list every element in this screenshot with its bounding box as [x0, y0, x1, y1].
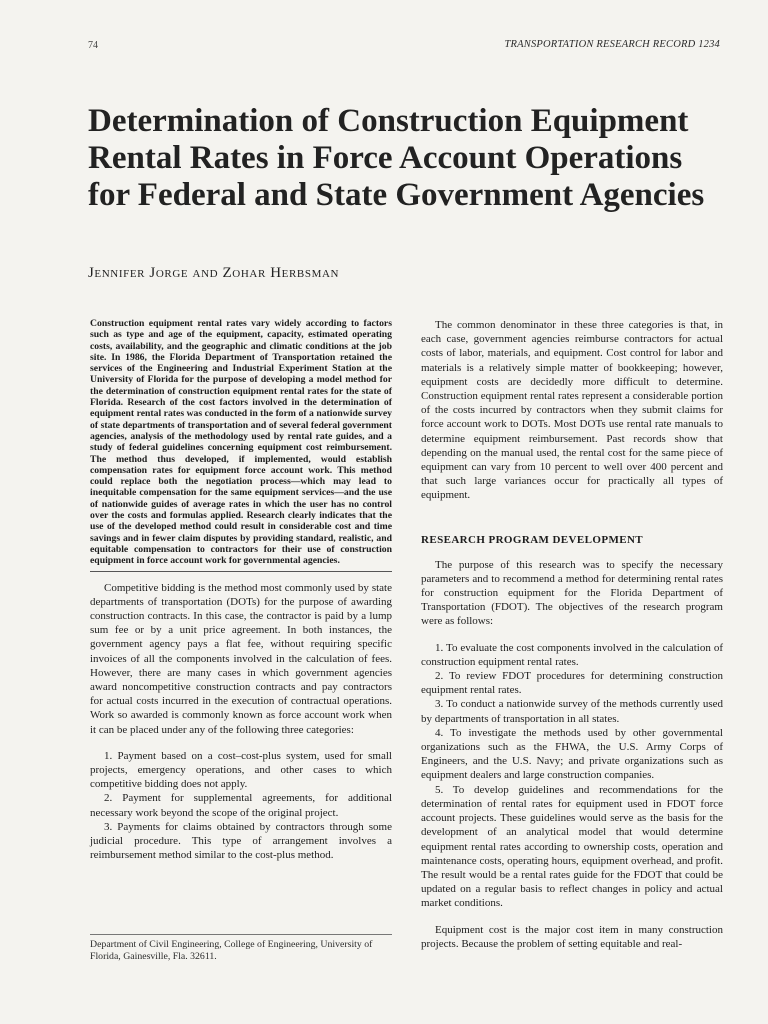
- page-number: 74: [88, 40, 98, 51]
- category-item: 1. Payment based on a cost–cost-plus system, used for small projects, emergency operations, and other cases to which competitive bidding does not apply.: [90, 749, 392, 791]
- abstract: Construction equipment rental rates vary widely according to factors such as type and age of the equipment, capacity, estimated operating costs, availability, and the geographic and climatic conditions at the job site. In 1986, the Florida Department of Transportation retained the services of the Engineering and Industrial Experiment Station at the University of Florida for the purpose of developing a model method for the determination of construction equipment rental rates for the state of Florida. Research of the cost factors involved in the determination of equipment rental rates was conducted in the form of a nationwide survey of state departments of transportation and of several federal government agencies, analysis of the methodology used by rental rate guides, and a study of federal guidelines concerning equipment cost reimbursement. The method thus developed, if implemented, would establish compensation rates for equipment force account work. This method could replace both the negotiation process—which may lead to inequitable compensation for the same equipment services—and the use of nationwide guides of average rates in which the user has no control over the costs and formulas applied. Research clearly indicates that the use of the developed method could result in considerable cost and time savings and in fewer claim disputes by providing standard, realistic, and equitable compensation to contractors for their use of construction equipment in force account work for governmental agencies.: [90, 318, 392, 572]
- right-column: [421, 318, 723, 951]
- article-title: Determination of Construction Equipment Rental Rates in Force Account Operations for Federal and State Government Agencies: [88, 103, 705, 213]
- objective-item: 2. To review FDOT procedures for determining construction equipment rental rates.: [421, 670, 723, 697]
- intro-paragraph: Competitive bidding is the method most commonly used by state departments of transportation (DOTs) for the purpose of awarding construction contracts. In this case, the contractor is paid by a lump sum fee or by a unit price agreement. In both instances, the government agency pays a flat fee, without requiring specific invoices of all the components involved in the calculation of fees. However, there are many cases in which government agencies award noncompetitive construction contracts and pay contractors for actual costs incurred in the execution of contractual operations. Work so awarded is commonly known as force account work when it can be placed under any of the following three categories:: [90, 581, 392, 736]
- journal-running-head: TRANSPORTATION RESEARCH RECORD 1234: [504, 39, 720, 50]
- objective-item: 5. To develop guidelines and recommendations for the determination of rental rates for equipment used in FDOT force account projects. These guidelines would serve as the basis for the development of an analytical model that would determine equipment rental rates according to ownership costs, operation and maintenance costs, operating hours, equipment overhead, and profit. The result would be a rental rates guide for the FDOT that could be updated on a regular basis to reflect changes in policy and actual market conditions.: [421, 783, 723, 910]
- objective-item: 4. To investigate the methods used by other governmental organizations such as the FHWA, the U.S. Army Corps of Engineers, and the U.S. Navy; and private organizations such as equipment dealers and large construction companies.: [421, 726, 723, 782]
- category-item: 2. Payment for supplemental agreements, for additional necessary work beyond the scope of the original project.: [90, 792, 392, 819]
- author-affiliation-footnote: Department of Civil Engineering, College of Engineering, University of Florida, Gainesville, Fla. 32611.: [90, 934, 392, 962]
- left-column: [90, 318, 392, 862]
- article-authors: Jennifer Jorge and Zohar Herbsman: [88, 265, 340, 281]
- paragraph-research-purpose: The purpose of this research was to specify the necessary parameters and to recommend a method for determining rental rates for construction equipment for the Florida Department of Transportation (FDOT). The objectives of the research program were as follows:: [421, 558, 723, 628]
- objective-item: 1. To evaluate the cost components involved in the calculation of construction equipment rental rates.: [421, 641, 723, 668]
- paragraph-common-denominator: The common denominator in these three categories is that, in each case, government agencies reimburse contractors for actual costs of labor, materials, and equipment. Cost control for labor and materials is a relatively simple matter of bookkeeping; however, equipment costs are decidedly more difficult to determine. Construction equipment rental rates represent a considerable portion of the costs incurred by contractors when they submit claims for force account work to DOTs. Most DOTs use rental rate manuals to determine equipment reimbursement. Past records show that depending on the manual used, the rental cost for the same piece of equipment can vary from 10 percent to well over 400 percent and that such large variances occur for practically all types of equipment.: [421, 319, 723, 502]
- category-item: 3. Payments for claims obtained by contractors through some judicial procedure. This type of arrangement involves a reimbursement method similar to the cost-plus method.: [90, 820, 392, 862]
- section-heading: RESEARCH PROGRAM DEVELOPMENT: [421, 533, 644, 546]
- paragraph-equipment-cost: Equipment cost is the major cost item in many construction projects. Because the problem of setting equitable and real-: [421, 923, 723, 950]
- objective-item: 3. To conduct a nationwide survey of the methods currently used by departments of transportation in all states.: [421, 698, 723, 725]
